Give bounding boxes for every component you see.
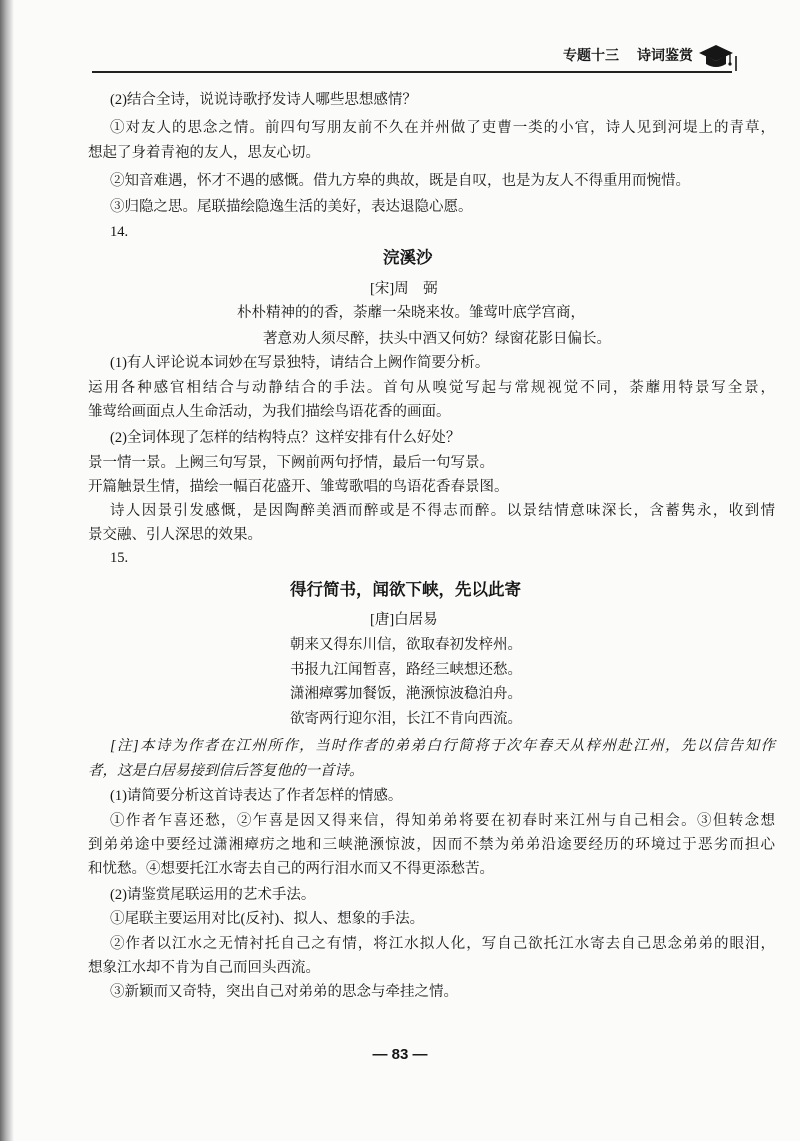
annotation-note-line: [注]本诗为作者在江州所作，当时作者的弟弟白行简将于次年春天从梓州赴江州，先以信告知作 [110, 738, 775, 754]
question-prompt: (2)请鉴赏尾联运用的艺术手法。 [110, 887, 316, 903]
answer-line: ②知音难遇，怀才不遇的感慨。借九方皋的典故，既是自叹，也是为友人不得重用而惋惜。 [110, 173, 690, 189]
poem-author: [宋]周 弼 [370, 281, 438, 297]
page-number: — 83 — [372, 1046, 428, 1063]
question-prompt: (1)有人评论说本词妙在写景独特，请结合上阙作简要分析。 [110, 355, 490, 371]
question-prompt: (2)全词体现了怎样的结构特点？这样安排有什么好处？ [110, 430, 461, 446]
poem-line: 书报九江闻暂喜，路经三峡想还愁。 [290, 662, 522, 678]
answer-line: ③新颖而又奇特，突出自己对弟弟的思念与牵挂之情。 [110, 984, 458, 1000]
answer-line: 景交融、引人深思的效果。 [88, 527, 262, 543]
answer-line: 景一情一景。上阙三句写景，下阙前两句抒情，最后一句写景。 [88, 455, 494, 471]
answer-line: 想起了身着青袍的友人，思友心切。 [88, 145, 320, 161]
poem-title: 得行简书，闻欲下峡，先以此寄 [290, 581, 521, 599]
header-topic-label: 诗词鉴赏 [637, 47, 693, 63]
poem-title: 浣溪沙 [383, 249, 433, 267]
question-number: 15. [110, 550, 129, 566]
answer-line: ①对友人的思念之情。前四句写朋友前不久在并州做了吏曹一类的小官，诗人见到河堤上的青草， [110, 120, 775, 136]
question-prompt: (1)请简要分析这首诗表达了作者怎样的情感。 [110, 788, 403, 804]
answer-line: ①尾联主要运用对比(反衬)、拟人、想象的手法。 [110, 911, 425, 927]
poem-line: 朴朴精神的的香，荼蘼一朵晓来妆。雏莺叶底学宫商， [237, 305, 585, 321]
poem-line: 朝来又得东川信，欲取春初发梓州。 [290, 637, 522, 653]
question-prompt: (2)结合全诗，说说诗歌抒发诗人哪些思想感情？ [110, 92, 417, 108]
answer-line: 运用各种感官相结合与动静结合的手法。首句从嗅觉写起与常规视觉不同，荼蘼用特景写全景， [88, 380, 775, 396]
answer-line: ②作者以江水之无情衬托自己之有情，将江水拟人化，写自己欲托江水寄去自己思念弟弟的眼泪， [110, 936, 775, 952]
answer-line: ③归隐之思。尾联描绘隐逸生活的美好，表达退隐心愿。 [110, 199, 473, 215]
header-rule [92, 71, 732, 73]
header-section-label: 专题十三 [563, 47, 619, 63]
poem-line: 潇湘瘴雾加餐饭，滟滪惊波稳泊舟。 [290, 686, 522, 702]
graduation-cap-icon [697, 40, 739, 72]
poem-line: 欲寄两行迎尔泪，长江不肯向西流。 [290, 711, 522, 727]
answer-line: 雏莺给画面点人生命活动，为我们描绘鸟语花香的画面。 [88, 404, 451, 420]
question-number: 14. [110, 224, 129, 240]
annotation-note-line: 者，这是白居易接到信后答复他的一首诗。 [88, 763, 364, 779]
answer-line: ①作者乍喜还愁，②乍喜是因又得来信，得知弟弟将要在初春时来江州与自己相会。③但转念想 [110, 813, 775, 829]
answer-line: 诗人因景引发感慨，是因陶醉美酒而醉或是不得志而醉。以景结情意味深长，含蓄隽永，收到情 [110, 503, 775, 519]
answer-line: 想象江水却不肯为自己而回头西流。 [88, 960, 320, 976]
poem-author: [唐]白居易 [370, 612, 438, 628]
poem-line: 著意劝人须尽醉，扶头中酒又何妨？绿窗花影日偏长。 [263, 331, 611, 347]
binding-shadow [0, 0, 14, 1141]
answer-line: 到弟弟途中要经过潇湘瘴疠之地和三峡滟滪惊波，因而不禁为弟弟沿途要经历的环境过于恶劣而担心 [88, 837, 775, 853]
answer-line: 开篇触景生情，描绘一幅百花盛开、雏莺歌唱的鸟语花香春景图。 [88, 479, 509, 495]
answer-line: 和忧愁。④想要托江水寄去自己的两行泪水而又不得更添愁苦。 [88, 861, 494, 877]
